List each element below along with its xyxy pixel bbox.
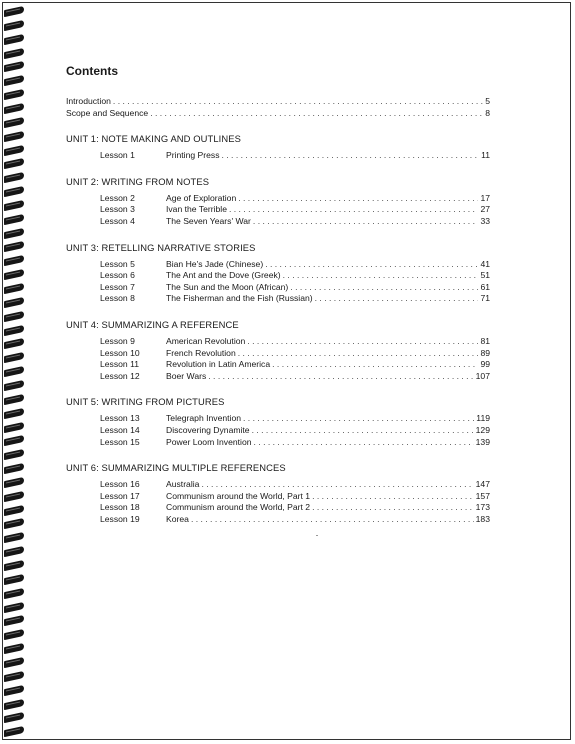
toc-entry-label: Introduction	[66, 96, 111, 106]
lesson-page: 139	[475, 436, 490, 447]
lesson-page: 17	[480, 192, 490, 203]
toc-lesson-entry	[66, 293, 490, 305]
lesson-number: Lesson 13	[100, 413, 140, 424]
toc-lesson-entry	[66, 413, 490, 425]
table-of-contents	[66, 64, 490, 525]
toc-lesson-entry	[66, 514, 490, 526]
lesson-number: Lesson 2	[100, 192, 135, 203]
lesson-number: Lesson 9	[100, 335, 135, 346]
spiral-coil	[4, 562, 24, 571]
lesson-title: The Ant and the Dove (Greek)	[166, 270, 281, 281]
lesson-title: Revolution in Latin America	[166, 359, 271, 370]
lesson-page: 11	[481, 150, 490, 161]
spiral-coil	[4, 701, 24, 710]
spiral-coil	[4, 687, 24, 696]
spiral-coil	[4, 271, 24, 280]
spiral-coil	[4, 133, 24, 142]
lesson-number: Lesson 19	[100, 513, 140, 524]
unit-title: UNIT 2: WRITING FROM NOTES	[66, 175, 210, 187]
spiral-coil	[4, 243, 24, 252]
toc-lesson-entry	[66, 270, 490, 282]
spiral-coil	[4, 368, 24, 377]
lesson-page: 129	[475, 424, 490, 435]
lesson-title: French Revolution	[166, 347, 236, 358]
leader-dots	[272, 359, 478, 371]
unit-title: UNIT 1: NOTE MAKING AND OUTLINES	[66, 133, 241, 145]
lesson-title: Printing Press	[166, 150, 220, 161]
toc-lesson-entry	[66, 371, 490, 383]
spiral-coil	[4, 63, 24, 72]
lesson-title: The Sun and the Moon (African)	[166, 281, 289, 292]
leader-dots	[208, 371, 473, 383]
lesson-number: Lesson 3	[100, 204, 135, 215]
toc-lesson-entry	[66, 204, 490, 216]
spiral-coil	[4, 728, 24, 737]
toc-lesson-entry	[66, 437, 490, 449]
unit-title: UNIT 3: RETELLING NARRATIVE STORIES	[66, 241, 256, 253]
lesson-title: Age of Exploration	[166, 192, 237, 203]
spiral-coil	[4, 285, 24, 294]
leader-dots	[247, 336, 478, 348]
leader-dots	[191, 514, 474, 526]
spiral-coil	[4, 160, 24, 169]
toc-lesson-entry	[66, 479, 490, 491]
toc-lesson-entry	[66, 425, 490, 437]
lesson-page: 99	[480, 359, 490, 370]
lesson-page: 157	[475, 490, 490, 501]
lesson-number: Lesson 6	[100, 270, 135, 281]
lesson-title: Telegraph Invention	[166, 413, 242, 424]
spiral-coil	[4, 548, 24, 557]
leader-dots	[222, 150, 480, 162]
toc-lesson-entry	[66, 193, 490, 205]
leader-dots	[201, 479, 473, 491]
lesson-number: Lesson 8	[100, 293, 135, 304]
lesson-number: Lesson 18	[100, 502, 140, 513]
toc-lesson-entry	[66, 216, 490, 228]
lesson-title: American Revolution	[166, 335, 246, 346]
lesson-page: 107	[475, 370, 490, 381]
lesson-number: Lesson 14	[100, 424, 140, 435]
toc-lesson-entry	[66, 150, 490, 162]
leader-dots	[312, 502, 474, 514]
leader-dots	[229, 204, 478, 216]
lesson-page: 89	[480, 347, 490, 358]
lesson-title: Power Loom Invention	[166, 436, 252, 447]
spiral-coil	[4, 202, 24, 211]
spiral-coil	[4, 230, 24, 239]
spiral-coil	[4, 216, 24, 225]
lesson-page: 81	[480, 335, 490, 346]
toc-lesson-entry	[66, 348, 490, 360]
leader-dots	[113, 96, 483, 108]
spiral-coil	[4, 617, 24, 626]
lesson-page: 173	[475, 502, 490, 513]
leader-dots	[150, 108, 483, 120]
spiral-coil	[4, 437, 24, 446]
lesson-number: Lesson 11	[100, 359, 140, 370]
lesson-page: 41	[480, 258, 490, 269]
leader-dots	[312, 491, 474, 503]
spiral-coil	[4, 105, 24, 114]
lesson-title: Communism around the World, Part 2	[166, 502, 311, 513]
unit-title: UNIT 4: SUMMARIZING A REFERENCE	[66, 318, 239, 330]
lesson-number: Lesson 5	[100, 258, 135, 269]
unit-title: UNIT 5: WRITING FROM PICTURES	[66, 396, 225, 408]
lesson-number: Lesson 16	[100, 479, 140, 490]
lesson-page: 119	[476, 413, 490, 424]
toc-entry-page: 8	[485, 107, 490, 118]
spiral-coil	[4, 479, 24, 488]
spiral-coil	[4, 147, 24, 156]
toc-lesson-entry	[66, 336, 490, 348]
leader-dots	[254, 437, 474, 449]
lesson-page: 33	[480, 215, 490, 226]
lesson-page: 51	[480, 270, 490, 281]
leader-dots	[283, 270, 479, 282]
spiral-coil	[4, 493, 24, 502]
spiral-coil	[4, 714, 24, 723]
leader-dots	[265, 259, 478, 271]
spiral-coil	[4, 659, 24, 668]
lesson-title: The Seven Years' War	[166, 215, 251, 226]
spiral-coil	[4, 354, 24, 363]
lesson-number: Lesson 4	[100, 215, 135, 226]
toc-entry-page: 5	[485, 96, 490, 106]
toc-entry-introduction	[66, 96, 490, 108]
lesson-title: Ivan the Terrible	[166, 204, 227, 215]
lesson-page: 27	[480, 204, 490, 215]
lesson-title: Korea	[166, 513, 189, 524]
unit-title: UNIT 6: SUMMARIZING MULTIPLE REFERENCES	[66, 462, 286, 474]
lesson-number: Lesson 1	[100, 150, 135, 161]
lesson-page: 61	[480, 281, 490, 292]
spiral-coil	[4, 410, 24, 419]
lesson-page: 71	[480, 293, 490, 304]
spiral-coil	[4, 382, 24, 391]
leader-dots	[253, 216, 479, 228]
leader-dots	[243, 413, 474, 425]
spiral-coil	[4, 119, 24, 128]
lesson-title: Australia	[166, 479, 200, 490]
spiral-coil	[4, 645, 24, 654]
spiral-coil	[4, 451, 24, 460]
lesson-title: Communism around the World, Part 1	[166, 490, 311, 501]
spiral-coil	[4, 313, 24, 322]
spiral-coil	[4, 257, 24, 266]
toc-entry-label: Scope and Sequence	[66, 107, 149, 118]
unit-list	[66, 133, 490, 525]
spiral-coil	[4, 50, 24, 59]
spiral-coil	[4, 396, 24, 405]
leader-dots	[290, 282, 478, 294]
lesson-title: Boer Wars	[166, 370, 207, 381]
spiral-coil	[4, 77, 24, 86]
spiral-coil	[4, 8, 24, 17]
leader-dots	[315, 293, 479, 305]
spiral-coil	[4, 631, 24, 640]
lesson-title: Bian He's Jade (Chinese)	[166, 258, 264, 269]
spiral-coil	[4, 604, 24, 613]
lesson-page: 183	[475, 513, 490, 524]
toc-lesson-entry	[66, 259, 490, 271]
leader-dots	[238, 348, 479, 360]
toc-entry-scope	[66, 108, 490, 120]
spiral-coil	[4, 520, 24, 529]
spiral-coil	[4, 507, 24, 516]
toc-lesson-entry	[66, 282, 490, 294]
spiral-coil	[4, 22, 24, 31]
toc-lesson-entry	[66, 502, 490, 514]
contents-title: Contents	[66, 64, 118, 78]
toc-lesson-entry	[66, 359, 490, 371]
spiral-coil	[4, 327, 24, 336]
lesson-title: Discovering Dynamite	[166, 424, 250, 435]
spiral-coil	[4, 590, 24, 599]
spiral-coil	[4, 299, 24, 308]
print-speck	[316, 535, 318, 536]
spiral-coil	[4, 673, 24, 682]
lesson-number: Lesson 7	[100, 281, 135, 292]
lesson-number: Lesson 17	[100, 490, 140, 501]
spiral-coil	[4, 465, 24, 474]
spiral-coil	[4, 91, 24, 100]
leader-dots	[252, 425, 474, 437]
lesson-page: 147	[475, 479, 490, 490]
lesson-number: Lesson 12	[100, 370, 140, 381]
toc-lesson-entry	[66, 491, 490, 503]
spiral-coil	[4, 534, 24, 543]
spiral-coil	[4, 576, 24, 585]
lesson-number: Lesson 15	[100, 436, 140, 447]
spiral-coil	[4, 340, 24, 349]
spiral-coil	[4, 174, 24, 183]
lesson-title: The Fisherman and the Fish (Russian)	[166, 293, 313, 304]
leader-dots	[238, 193, 478, 205]
spiral-binding	[0, 4, 24, 740]
spiral-coil	[4, 188, 24, 197]
spiral-coil	[4, 424, 24, 433]
lesson-number: Lesson 10	[100, 347, 140, 358]
spiral-coil	[4, 36, 24, 45]
